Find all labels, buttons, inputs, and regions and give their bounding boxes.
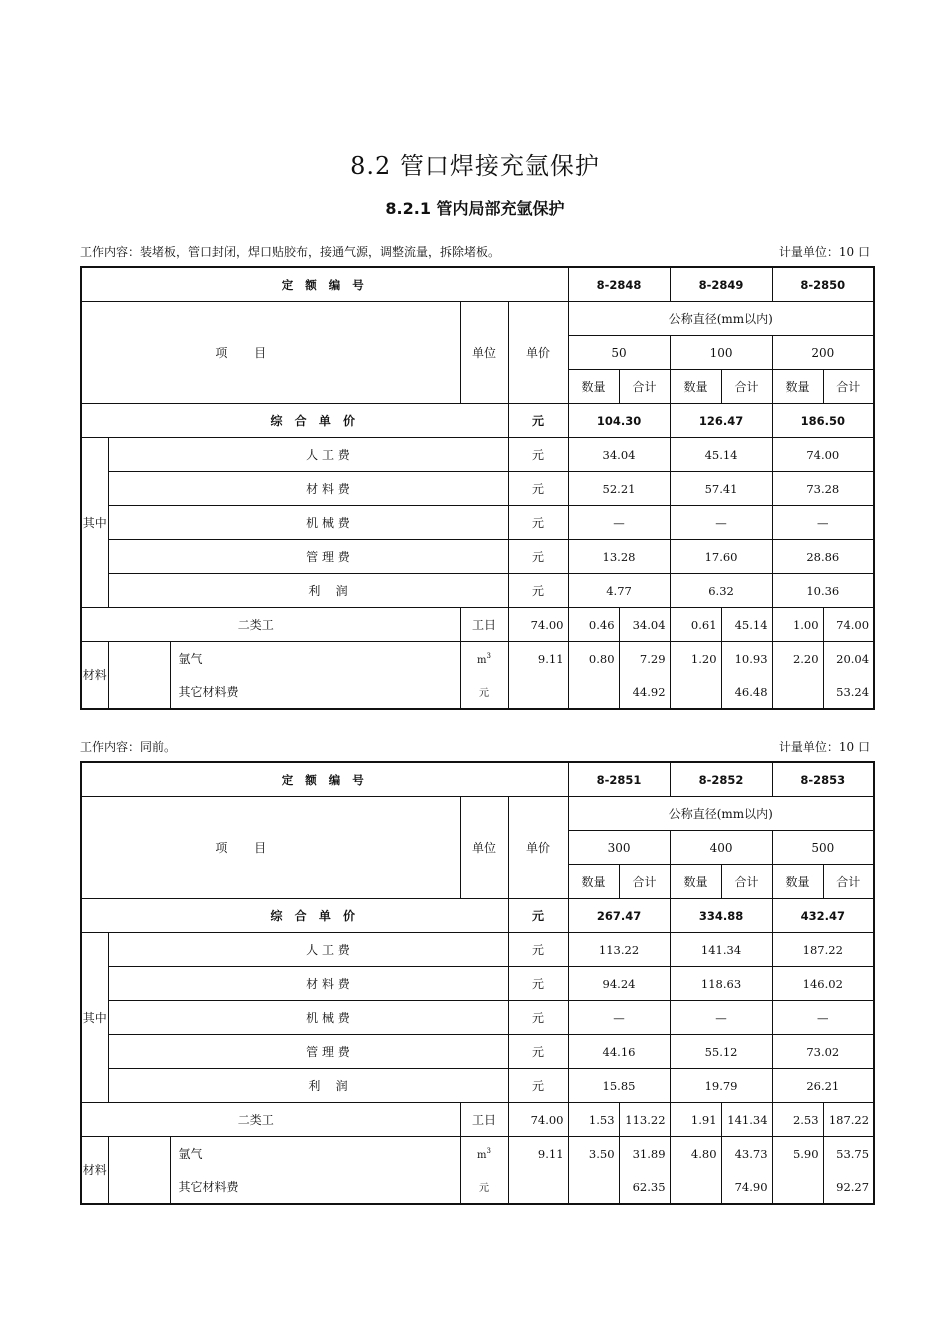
labor-qty: 2.53 [772, 1103, 823, 1137]
diameter-value: 400 [670, 831, 772, 865]
cost-unit: 元 [508, 472, 568, 506]
diameter-value: 50 [568, 336, 670, 370]
material-sum: 92.27 [823, 1170, 874, 1204]
cost-label: 管 理 费 [108, 540, 508, 574]
cost-label: 机 械 费 [108, 1001, 508, 1035]
table-row [81, 1069, 874, 1103]
cost-label: 人 工 费 [108, 933, 508, 967]
sum-header: 合计 [619, 865, 670, 899]
cost-unit: 元 [508, 967, 568, 1001]
material-qty: 2.20 [772, 642, 823, 676]
material-sum: 20.04 [823, 642, 874, 676]
price-header: 单价 [508, 797, 568, 899]
cost-value: 10.36 [772, 574, 874, 608]
material-name: 氩气 [170, 1137, 460, 1171]
cost-label: 管 理 费 [108, 1035, 508, 1069]
among-label: 其中 [81, 933, 108, 1103]
table-row [81, 574, 874, 608]
table-row [81, 608, 874, 642]
material-sum: 53.24 [823, 675, 874, 709]
cost-value: 94.24 [568, 967, 670, 1001]
table-row [81, 797, 874, 831]
total-value: 186.50 [772, 404, 874, 438]
sum-header: 合计 [721, 370, 772, 404]
labor-price: 74.00 [508, 1103, 568, 1137]
table-row [81, 506, 874, 540]
cost-label: 利 润 [108, 574, 508, 608]
subsection-title: 8.2.1 管内局部充氩保护 [385, 199, 565, 218]
table-row [81, 1001, 874, 1035]
price-header: 单价 [508, 302, 568, 404]
total-value: 267.47 [568, 899, 670, 933]
qty-header: 数量 [772, 370, 823, 404]
material-qty: 4.80 [670, 1137, 721, 1171]
diameter-value: 300 [568, 831, 670, 865]
labor-qty: 1.53 [568, 1103, 619, 1137]
cost-value: 44.16 [568, 1035, 670, 1069]
cost-value: 55.12 [670, 1035, 772, 1069]
sum-header: 合计 [823, 370, 874, 404]
cost-value: — [670, 1001, 772, 1035]
table-row [81, 438, 874, 472]
cost-value: 52.21 [568, 472, 670, 506]
cost-value: 74.00 [772, 438, 874, 472]
cost-value: 113.22 [568, 933, 670, 967]
unit-text: 元 [479, 688, 489, 699]
material-name: 氩气 [170, 642, 460, 676]
sum-header: 合计 [721, 865, 772, 899]
qty-header: 数量 [568, 865, 619, 899]
diameter-value: 100 [670, 336, 772, 370]
total-label: 综 合 单 价 [81, 899, 508, 933]
material-spacer [108, 642, 170, 710]
cost-value: 34.04 [568, 438, 670, 472]
material-sum: 43.73 [721, 1137, 772, 1171]
cost-value: — [772, 1001, 874, 1035]
cost-value: 187.22 [772, 933, 874, 967]
material-sum: 46.48 [721, 675, 772, 709]
labor-sum: 34.04 [619, 608, 670, 642]
material-qty: 5.90 [772, 1137, 823, 1171]
material-sum: 31.89 [619, 1137, 670, 1171]
material-sum: 44.92 [619, 675, 670, 709]
material-qty: 0.80 [568, 642, 619, 676]
cost-unit: 元 [508, 540, 568, 574]
table-row [81, 1035, 874, 1069]
cost-value: 26.21 [772, 1069, 874, 1103]
cost-value: 118.63 [670, 967, 772, 1001]
unit-header: 单位 [460, 797, 508, 899]
material-qty [568, 1170, 619, 1204]
material-qty [772, 1170, 823, 1204]
cost-unit: 元 [508, 933, 568, 967]
table-row [81, 899, 874, 933]
unit-superscript: 3 [486, 1146, 491, 1155]
cost-value: 73.02 [772, 1035, 874, 1069]
unit-text: 元 [479, 1183, 489, 1194]
material-sum: 10.93 [721, 642, 772, 676]
sum-header: 合计 [619, 370, 670, 404]
total-value: 432.47 [772, 899, 874, 933]
table-row [81, 642, 874, 676]
cost-label: 机 械 费 [108, 506, 508, 540]
item-label: 项 目 [81, 797, 460, 899]
quota-code: 8-2851 [568, 762, 670, 797]
qty-header: 数量 [568, 370, 619, 404]
material-qty [670, 1170, 721, 1204]
material-spacer [108, 1137, 170, 1205]
diameter-label: 公称直径(mm以内) [568, 302, 874, 336]
quota-code-label: 定 额 编 号 [81, 267, 568, 302]
table-row [81, 1170, 874, 1204]
cost-unit: 元 [508, 574, 568, 608]
work-content: 工作内容：同前。 [80, 740, 177, 754]
labor-qty: 0.61 [670, 608, 721, 642]
total-label: 综 合 单 价 [81, 404, 508, 438]
cost-value: — [772, 506, 874, 540]
cost-value: 141.34 [670, 933, 772, 967]
labor-qty: 1.00 [772, 608, 823, 642]
cost-value: 13.28 [568, 540, 670, 574]
table-row [81, 762, 874, 797]
labor-label: 二类工 [81, 608, 460, 642]
diameter-label: 公称直径(mm以内) [568, 797, 874, 831]
quota-table-1 [80, 266, 875, 710]
table-row [81, 1103, 874, 1137]
labor-unit: 工日 [460, 608, 508, 642]
cost-value: — [670, 506, 772, 540]
qty-header: 数量 [670, 865, 721, 899]
total-value: 126.47 [670, 404, 772, 438]
cost-value: 45.14 [670, 438, 772, 472]
unit-text: m [477, 654, 487, 666]
table-row [81, 933, 874, 967]
diameter-value: 200 [772, 336, 874, 370]
labor-qty: 1.91 [670, 1103, 721, 1137]
cost-unit: 元 [508, 506, 568, 540]
cost-label: 人 工 费 [108, 438, 508, 472]
cost-value: 15.85 [568, 1069, 670, 1103]
cost-label: 材 料 费 [108, 472, 508, 506]
labor-sum: 141.34 [721, 1103, 772, 1137]
labor-price: 74.00 [508, 608, 568, 642]
qty-header: 数量 [772, 865, 823, 899]
cost-unit: 元 [508, 438, 568, 472]
unit-text: m [477, 1149, 487, 1161]
diameter-value: 500 [772, 831, 874, 865]
qty-header: 数量 [670, 370, 721, 404]
material-name: 其它材料费 [170, 675, 460, 709]
material-sum: 7.29 [619, 642, 670, 676]
material-unit [460, 675, 508, 709]
material-qty [670, 675, 721, 709]
material-qty: 1.20 [670, 642, 721, 676]
material-price [508, 675, 568, 709]
table-row [81, 1137, 874, 1171]
cost-label: 材 料 费 [108, 967, 508, 1001]
work-content: 工作内容：装堵板，管口封闭，焊口贴胶布，接通气源，调整流量，拆除堵板。 [80, 245, 501, 259]
total-value: 104.30 [568, 404, 670, 438]
unit-header: 单位 [460, 302, 508, 404]
material-unit [460, 1137, 508, 1171]
unit-measure: 计量单位：10 口 [778, 245, 870, 259]
total-unit: 元 [508, 899, 568, 933]
material-qty: 3.50 [568, 1137, 619, 1171]
quota-table-2 [80, 761, 875, 1205]
material-label: 材料 [81, 642, 108, 710]
cost-unit: 元 [508, 1069, 568, 1103]
cost-value: 19.79 [670, 1069, 772, 1103]
total-value: 334.88 [670, 899, 772, 933]
item-label: 项 目 [81, 302, 460, 404]
labor-qty: 0.46 [568, 608, 619, 642]
labor-sum: 45.14 [721, 608, 772, 642]
material-name: 其它材料费 [170, 1170, 460, 1204]
cost-value: 73.28 [772, 472, 874, 506]
cost-value: — [568, 506, 670, 540]
cost-value: 17.60 [670, 540, 772, 574]
table-row [81, 404, 874, 438]
table-row [81, 472, 874, 506]
cost-unit: 元 [508, 1035, 568, 1069]
labor-label: 二类工 [81, 1103, 460, 1137]
unit-measure: 计量单位：10 口 [778, 740, 870, 754]
table-row [81, 540, 874, 574]
table-row [81, 302, 874, 336]
labor-sum: 113.22 [619, 1103, 670, 1137]
cost-unit: 元 [508, 1001, 568, 1035]
material-sum: 74.90 [721, 1170, 772, 1204]
material-unit [460, 1170, 508, 1204]
quota-code: 8-2848 [568, 267, 670, 302]
quota-code-label: 定 额 编 号 [81, 762, 568, 797]
sum-header: 合计 [823, 865, 874, 899]
material-sum: 62.35 [619, 1170, 670, 1204]
table-row [81, 267, 874, 302]
material-sum: 53.75 [823, 1137, 874, 1171]
table-row [81, 675, 874, 709]
cost-value: 146.02 [772, 967, 874, 1001]
labor-unit: 工日 [460, 1103, 508, 1137]
material-price: 9.11 [508, 642, 568, 676]
quota-code: 8-2849 [670, 267, 772, 302]
material-price [508, 1170, 568, 1204]
cost-value: 6.32 [670, 574, 772, 608]
section-title: 8.2 管口焊接充氩保护 [350, 152, 600, 180]
cost-label: 利 润 [108, 1069, 508, 1103]
material-price: 9.11 [508, 1137, 568, 1171]
material-qty [568, 675, 619, 709]
among-label: 其中 [81, 438, 108, 608]
material-qty [772, 675, 823, 709]
material-label: 材料 [81, 1137, 108, 1205]
table-row [81, 967, 874, 1001]
quota-code: 8-2853 [772, 762, 874, 797]
quota-code: 8-2850 [772, 267, 874, 302]
total-unit: 元 [508, 404, 568, 438]
labor-sum: 187.22 [823, 1103, 874, 1137]
labor-sum: 74.00 [823, 608, 874, 642]
cost-value: 28.86 [772, 540, 874, 574]
cost-value: 4.77 [568, 574, 670, 608]
quota-code: 8-2852 [670, 762, 772, 797]
cost-value: — [568, 1001, 670, 1035]
cost-value: 57.41 [670, 472, 772, 506]
unit-superscript: 3 [486, 651, 491, 660]
material-unit [460, 642, 508, 676]
